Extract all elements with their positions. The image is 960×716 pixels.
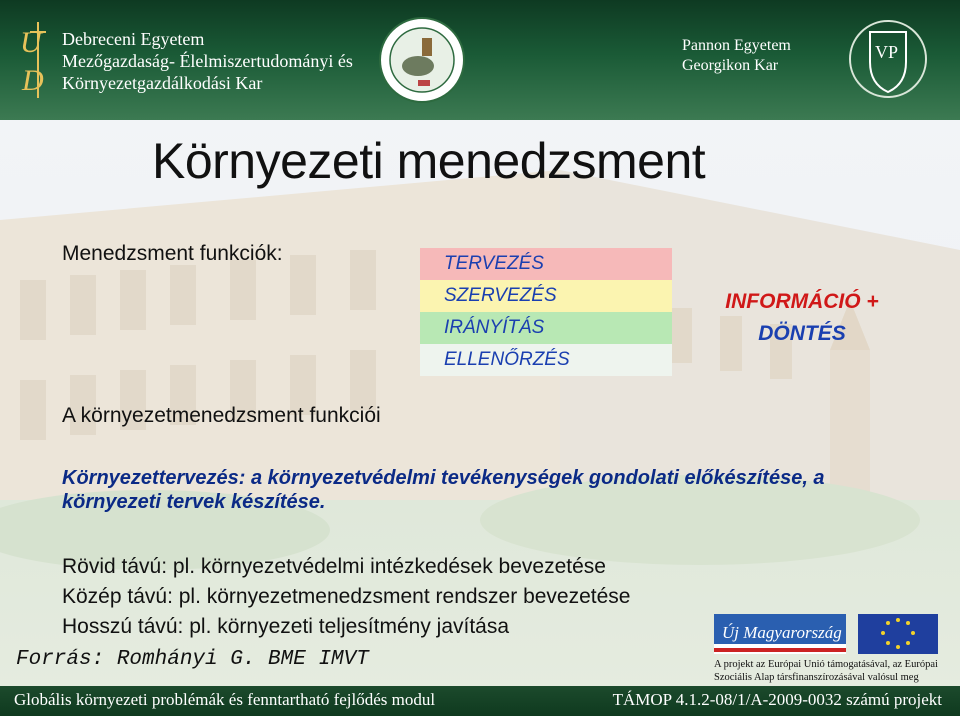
- university-seal-icon: [378, 16, 466, 104]
- terms-list: [62, 552, 630, 642]
- env-functions-label: A környezetmenedzsment funkciói: [62, 404, 381, 427]
- svg-text:Új Magyarország: Új Magyarország: [722, 623, 842, 642]
- function-row-controlling: ELLENŐRZÉS: [420, 344, 672, 376]
- eu-support-text: [714, 658, 954, 684]
- management-functions-box: [420, 248, 672, 376]
- university-right-name: [682, 36, 791, 76]
- source-citation: Forrás: Romhányi G. BME IMVT: [16, 648, 369, 671]
- uni-right-line-2: Georgikon Kar: [682, 57, 779, 74]
- functions-label: Menedzsment funkciók:: [62, 242, 283, 265]
- uni-right-line-1: Pannon Egyetem: [682, 37, 791, 54]
- uni-left-line-3: Környezetgazdálkodási Kar: [62, 73, 263, 93]
- definition-text: Környezettervezés: a környezetvédelmi tevékenységek gondolati előkészítése, a környezeti tervek készítése.: [62, 467, 825, 513]
- pannon-shield-icon: [848, 14, 928, 104]
- term-medium: Közép távú: pl. környezetmenedzsment rendszer bevezetése: [62, 585, 631, 608]
- page-title: Környezeti menedzsment: [152, 133, 706, 189]
- info-decision: [692, 286, 912, 350]
- university-left-name: [62, 28, 353, 94]
- function-row-planning: TERVEZÉS: [420, 248, 672, 280]
- svg-text:VP: VP: [875, 42, 899, 62]
- info-line-1: INFORMÁCIÓ +: [725, 290, 879, 313]
- eu-text-line-2: Szociális Alap társfinanszírozásával valósul meg: [714, 672, 919, 683]
- footer-bar: [0, 686, 960, 716]
- eu-flag-icon: [858, 614, 938, 654]
- eu-text-line-1: A projekt az Európai Unió támogatásával, az Európai: [714, 659, 938, 670]
- term-long: Hosszú távú: pl. környezeti teljesítmény javítása: [62, 615, 510, 638]
- svg-text:U: U: [20, 26, 42, 59]
- footer-left-text: Globális környezeti problémák és fenntartható fejlődés modul: [14, 690, 436, 709]
- info-line-2: DÖNTÉS: [758, 322, 846, 345]
- svg-text:D: D: [22, 64, 44, 97]
- function-row-directing: IRÁNYÍTÁS: [420, 312, 672, 344]
- uni-left-line-2: Mezőgazdaság- Élelmiszertudományi és: [62, 51, 353, 71]
- function-row-organizing: SZERVEZÉS: [420, 280, 672, 312]
- term-short: Rövid távú: pl. környezetvédelmi intézkedések bevezetése: [62, 555, 606, 578]
- uni-left-line-1: Debreceni Egyetem: [62, 29, 205, 49]
- uj-magyarorszag-logo-icon: [714, 614, 846, 654]
- footer-right-text: TÁMOP 4.1.2-08/1/A-2009-0032 számú projekt: [612, 690, 942, 709]
- ud-logo-icon: [14, 18, 54, 100]
